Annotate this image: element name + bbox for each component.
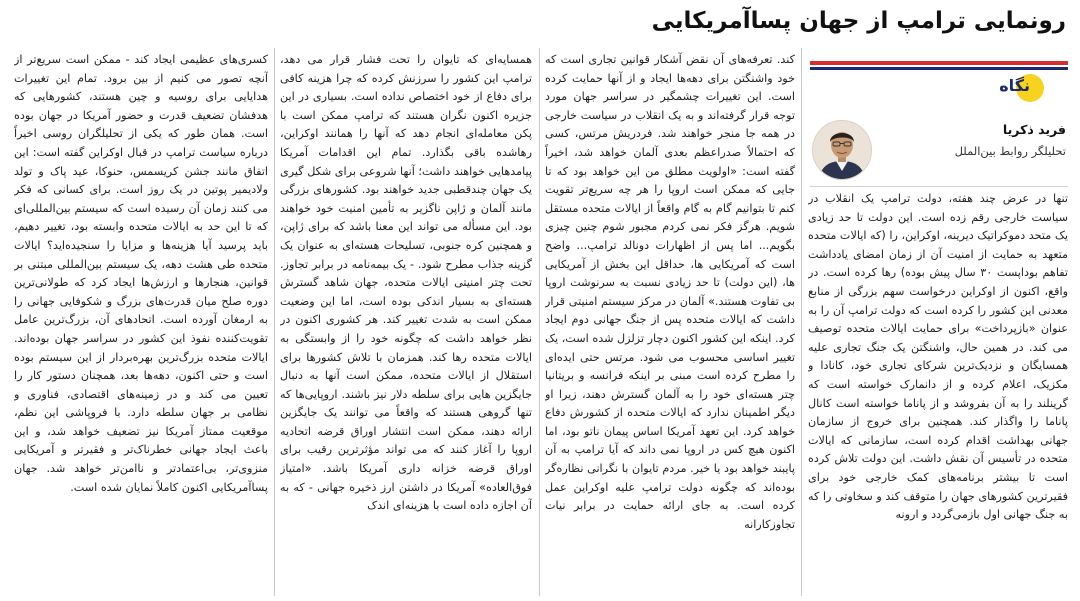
column-text: همسایه‌ای که تایوان را تحت فشار قرار می دهد، ترامپ این کشور را سرزنش کرده که چرا هزینه کافی برای دفاع از خود اختصاص نداده است. بسیاری در این جزیره اکنون نگران هستند که ترامپ ممکن است با پکن معامله‌ای انجام دهد که آنها را همانند اوکراین، رهاشده باقی بگذارد. تمام این اقدامات آمریکا پیامدهایی خواهند داشت؛ آنها شروعی برای شکل گیری یک جهان چندقطبی جدید خواهند بود. کشورهای بزرگی مانند آلمان و ژاپن ناگزیر به تأمین امنیت خود خواهند بود. این مسأله می تواند این معنا باشد که برای ژاپن، و همچنین کره جنوبی، تسلیحات هسته‌ای به عنوان یک گزینه جذاب مطرح شود. - یک بیمه‌نامه در برابر تجاوز. تحت چتر امنیتی ایالات متحده، جهان شاهد گسترش هسته‌ای به بسیار اندکی بوده است، اما این وضعیت ممکن است به شدت تغییر کند. هر کشوری اکنون در نظر خواهد داشت که چگونه خود را از وابستگی به ایالات متحده رها کند. همزمان با تلاش کشورها برای استقلال از ایالات متحده، ممکن است آنها به دنبال جایگزین هایی برای سلطه دلار نیز باشند. اروپایی‌ها که تنها گروهی هستند که واقعاً می توانند یک جایگزین ارائه دهند، ممکن است انتشار اوراق قرضه اتحادیه اروپا را آغاز کنند که می تواند مؤثرترین رقیب برای اوراق قرضه خزانه داری آمریکا باشد. «امتیاز فوق‌العاده» آمریکا در داشتن ارز ذخیره جهانی - که به آن اجازه داده است با هزینه‌ای اندک xyxy=(280,53,532,513)
column-text: کند. تعرفه‌های آن نقض آشکار قوانین تجاری است که خود واشنگتن برای دهه‌ها ایجاد و از آنها حمایت کرده است. این تغییرات چشمگیر در سراسر جهان مورد توجه قرار گرفته‌اند و به یک انقلاب در سیاست خارجی در همه جا منجر خواهند شد. فردریش مرتس، کسی که احتمالاً صدراعظم بعدی آلمان خواهد شد، اخیراً گفته است: «اولویت مطلق من این خواهد بود که تا جایی که ممکن است اروپا را هر چه سریع‌تر تقویت کنم تا بتوانیم گام به گام واقعاً از ایالات متحده مستقل شویم. هرگز فکر نمی کردم مجبور شوم چنین چیزی بگویم... اما پس از اظهارات دونالد ترامپ... واضح است که آمریکایی ها، حداقل این بخش از آمریکایی ها، (این دولت) تا حد زیادی نسبت به سرنوشت اروپا بی تفاوت هستند.» آلمان در مرکز سیستم امنیتی قرار داشت که ایالات متحده پس از جنگ جهانی دوم ایجاد کرد. اینکه این کشور اکنون دچار تزلزل شده است، یک تغییر اساسی محسوب می شود. مرتس حتی ایده‌ای را مطرح کرده است مبنی بر اینکه فرانسه و بریتانیا چتر هسته‌ای خود را به آلمان گسترش دهند، زیرا او دیگر اطمینان ندارد که ایالات متحده از کشورش دفاع خواهد کرد. این تعهد آمریکا اساس پیمان ناتو بود، اما اکنون هیچ کس در اروپا نمی داند که آیا ترامپ به آن پایبند خواهد بود یا خیر. مردم تایوان با نگرانی نظاره‌گر بوده‌اند که چگونه دولت ترامپ علیه اوکراین عمل کرده است. به جای ارائه حمایت در برابر نیات تجاوزکارانه xyxy=(545,53,795,531)
author-separator xyxy=(810,186,1068,187)
article-column-3 xyxy=(280,51,532,595)
headline: رونمایی ترامپ از جهان پساآمریکایی xyxy=(651,8,1066,34)
article-column-2 xyxy=(545,51,795,595)
column-divider xyxy=(274,48,275,596)
column-text: کسری‌های عظیمی ایجاد کند - ممکن است سریع‌تر از آنچه تصور می کنیم از بین برود. تمام این تغییرات هدایایی برای روسیه و چین هستند، کشورهایی که هدفشان تضعیف قدرت و حضور آمریکا در جهان بوده است. همان طور که یکی از تحلیلگران روسی اخیراً درباره سیاست ترامپ در قبال اوکراین گفته است: این اتفاق مانند جشن کریسمس، حنوکا، عید پاک و تولد ولادیمیر پوتین در یک روز است. برای کسانی که فکر می کنند زمان آن رسیده است که سیستم بین‌المللی‌ای که تا این حد به ایالات متحده وابسته بود، تغییر دهیم، باید پرسید آیا هزینه‌ها و مزایا را سنجیده‌اید؟ ایالات متحده طی هشت دهه، یک سیستم بین‌المللی مبتنی بر قوانین، هنجارها و ارزش‌ها ایجاد کرد که طولانی‌ترین دوره صلح میان قدرت‌های بزرگ و شکوفایی جهانی را به ارمغان آورده است. اتحادهای آن، بزرگ‌ترین عامل تقویت‌کننده نفوذ این کشور در سراسر جهان بوده‌اند. ایالات متحده بزرگ‌ترین بهره‌بردار از این سیستم بوده است و حتی اکنون، دهه‌ها بعد، همچنان دستور کار را تعیین می کند و در زمینه‌های اقتصادی، فناوری و نظامی بر جهان سلطه دارد. با فروپاشی این نظم، موقعیت ممتاز آمریکا نیز تضعیف خواهد شد، و این باعث ایجاد جهانی خطرناک‌تر و فقیرتر و آمریکایی منزوی‌تر، بی‌اعتمادتر و ناامن‌تر خواهد شد. جهان پساآمریکایی اکنون کاملاً نمایان شده است. xyxy=(14,53,268,494)
section-label: نگاه xyxy=(999,76,1030,95)
article-column-4 xyxy=(14,51,268,595)
header-rule-red xyxy=(810,61,1068,65)
article-column-1 xyxy=(808,190,1068,595)
author-photo xyxy=(812,120,872,180)
author-name: فرید ذکریا xyxy=(1002,122,1066,137)
author-portrait-icon xyxy=(813,121,871,179)
column-divider xyxy=(539,48,540,596)
author-title: تحلیلگر روابط بین‌الملل xyxy=(954,144,1066,158)
header-rule-navy xyxy=(810,67,1068,70)
column-divider xyxy=(801,48,802,596)
column-text: تنها در عرض چند هفته، دولت ترامپ یک انقلاب در سیاست خارجی رقم زده است. این دولت تا حد زیادی یک متحد دموکراتیک دیرینه، اوکراین، را (که ایالات متحده متعهد به حمایت از امنیت آن از زمان امضای یادداشت تفاهم بوداپست ۳۰ سال پیش بوده) رها کرده است. در واقع، اکنون از اوکراین درخواست سهم بزرگی از منابع معدنی این کشور را کرده است که دولت ترامپ آن را به عنوان «بازپرداخت» برای حمایت ایالات متحده توصیف می کند. در همین حال، واشنگتن یک جنگ تجاری علیه همسایگان و نزدیک‌ترین شرکای تجاری خود، کانادا و مکزیک، اعلام کرده و از دانمارک خواسته است که گرینلند را به آن بفروشد و از پاناما خواسته است کانال پاناما را واگذار کند. همچنین برای خروج از سازمان جهانی بهداشت اقدام کرده است، سازمانی که ایالات متحده در تأسیس آن نقش داشت. این دولت تلاش کرده است تا بیشتر برنامه‌های کمک خارجی خود برای فقیرترین کشورهای جهان را متوقف کند و سخاوتی را که به جنگ جهانی اول بازمی‌گردد و ارونه xyxy=(808,192,1068,522)
